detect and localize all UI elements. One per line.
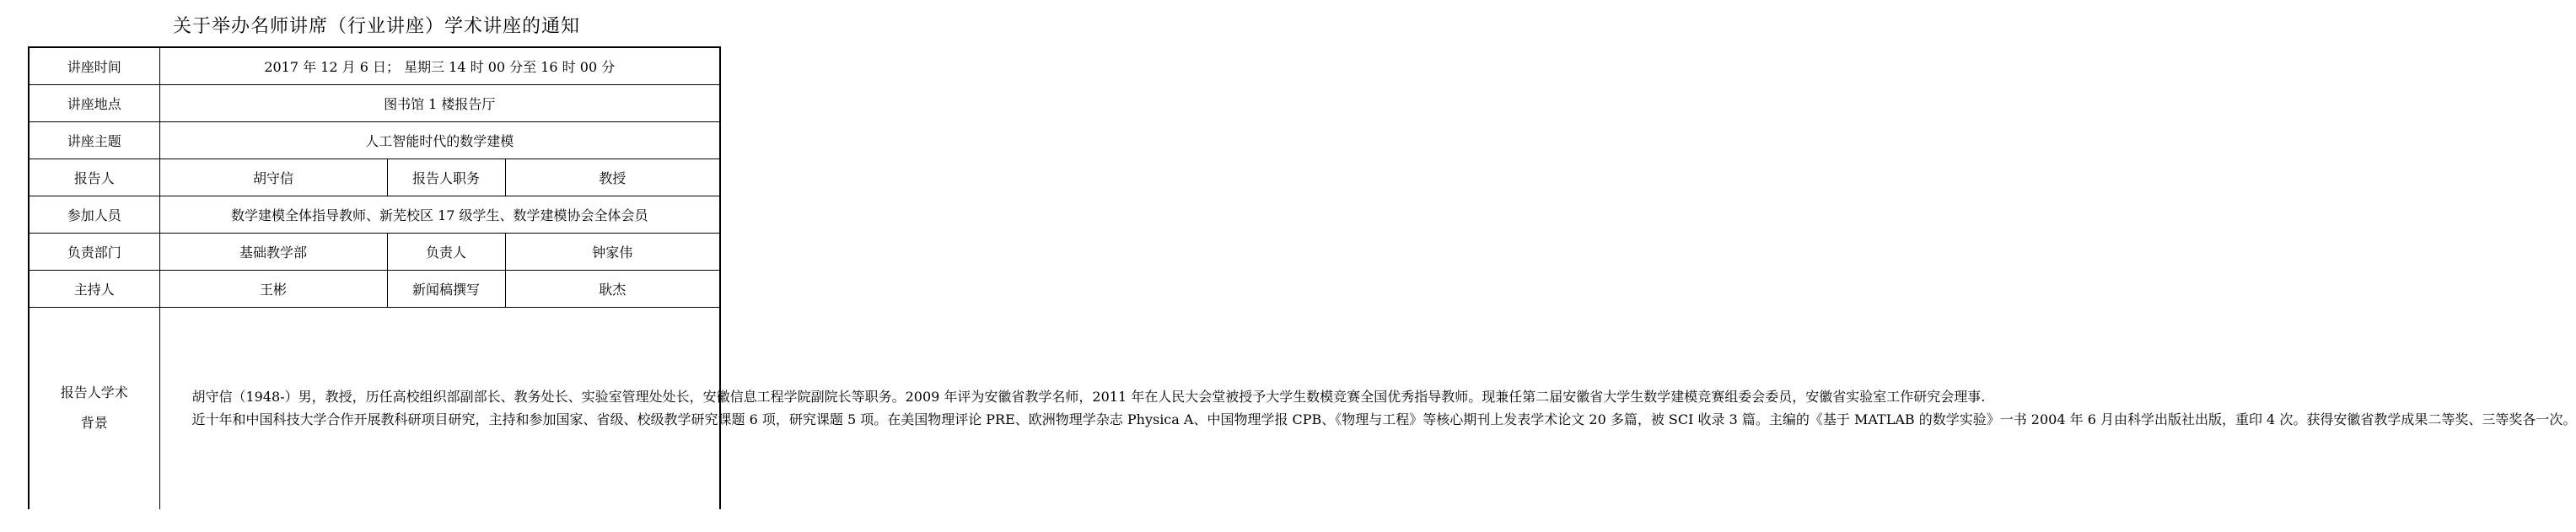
label-background-line2: 背景 [80,415,108,432]
label-host: 主持人 [29,270,159,307]
value-time: 2017 年 12 月 6 日； 星期三 14 时 00 分至 16 时 00 分 [159,47,720,84]
label-background [29,307,159,509]
row-host [29,270,720,307]
label-place: 讲座地点 [29,84,159,121]
value-press-writer: 耿杰 [505,270,720,307]
value-department: 基础教学部 [159,233,387,270]
row-attendees [29,196,720,233]
row-time [29,47,720,84]
value-place: 图书馆 1 楼报告厅 [159,84,720,121]
background-paragraph: 胡守信（1948-）男，教授，历任高校组织部副部长、教务处长、实验室管理处处长，安徽信息工程学院副院长等职务。2009 年评为安徽省教学名师，2011 年在人民大会堂被授予大学生数模竞赛全国优秀指导教师。现兼任第二届安徽省大学生数学建模竞赛组委会委员，安徽省实验室工作研究会理事. [191,389,1986,406]
label-background-line1: 报告人学术 [60,384,128,401]
background-paragraph: 近十年和中国科技大学合作开展教科研项目研究，主持和参加国家、省级、校级教学研究课题 6 项，研究课题 5 项。在美国物理评论 PRE、欧洲物理学杂志 Physica A、中国物理学报 CPB、《物理与工程》等核心期刊上发表学术论文 20 多篇，被 SCI 收录 3 篇。主编的《基于 MATLAB 的数学实验》一书 2004 年 6 月由科学出版社出版，重印 4 次。获得安徽省教学成果二等奖、三等奖各一次。 [191,411,2576,428]
label-press-writer: 新闻稿撰写 [387,270,505,307]
value-speaker-title: 教授 [505,159,720,196]
page-title: 关于举办名师讲席（行业讲座）学术讲座的通知 [172,16,580,37]
row-department [29,233,720,270]
value-responsible: 钟家伟 [505,233,720,270]
row-speaker [29,159,720,196]
value-host: 王彬 [159,270,387,307]
value-speaker: 胡守信 [159,159,387,196]
label-responsible: 负责人 [387,233,505,270]
label-attendees: 参加人员 [29,196,159,233]
row-background [29,307,720,509]
value-background [159,307,2576,509]
label-department: 负责部门 [29,233,159,270]
label-time: 讲座时间 [29,47,159,84]
label-speaker: 报告人 [29,159,159,196]
value-topic: 人工智能时代的数学建模 [159,121,720,159]
label-topic: 讲座主题 [29,121,159,159]
notice-table [28,46,2576,509]
label-speaker-title: 报告人职务 [387,159,505,196]
row-place [29,84,720,121]
value-attendees: 数学建模全体指导教师、新芜校区 17 级学生、数学建模协会全体会员 [159,196,720,233]
row-topic [29,121,720,159]
